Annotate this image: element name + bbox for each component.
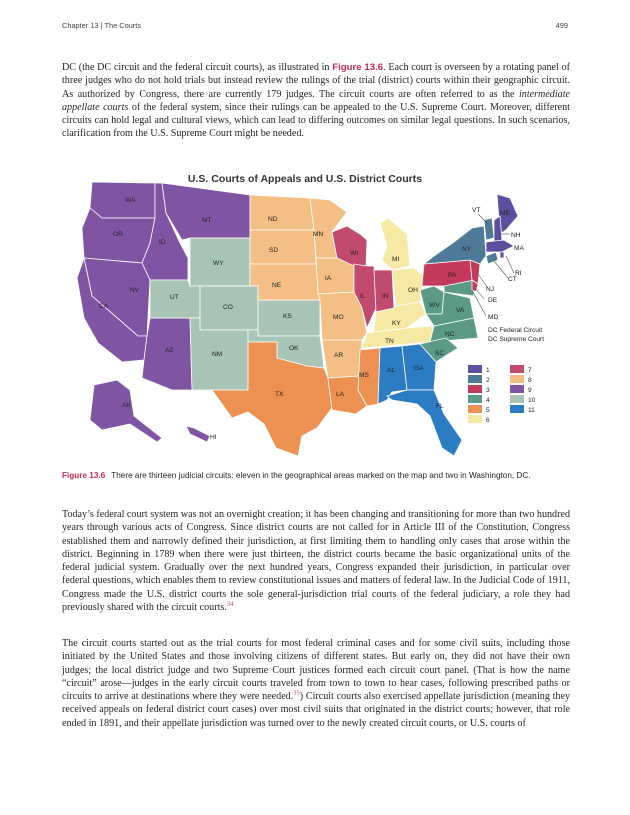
state-MT: [162, 183, 250, 240]
state-RI: [500, 252, 504, 258]
label-SC: SC: [435, 350, 445, 357]
label-VA: VA: [456, 307, 465, 314]
legend-swatch-10: [510, 395, 524, 403]
state-AZ: [142, 318, 192, 390]
text: DC (the DC circuit and the federal circuit courts), as illustrated in: [62, 62, 333, 73]
label-HI: HI: [210, 434, 217, 441]
legend-label-3: 3: [486, 387, 490, 394]
legend-label-1: 1: [486, 367, 490, 374]
figure-link[interactable]: Figure 13.6: [332, 62, 384, 73]
state-HI: [186, 426, 210, 442]
legend-swatch-1: [468, 365, 482, 373]
legend: [468, 365, 536, 424]
label-NV: NV: [130, 287, 140, 294]
state-ND: [250, 195, 314, 230]
label-KY: KY: [392, 320, 401, 327]
chapter-title: Chapter 13 | The Courts: [62, 21, 142, 30]
paragraph-3: [62, 637, 570, 730]
label-MO: MO: [333, 314, 344, 321]
state-WA: [90, 182, 155, 218]
legend-swatch-2: [468, 375, 482, 383]
label-OH: OH: [408, 287, 418, 294]
label-KS: KS: [283, 313, 292, 320]
label-TN: TN: [385, 338, 394, 345]
page-number: 499: [555, 21, 568, 30]
label-NM: NM: [212, 351, 223, 358]
label-FL: FL: [436, 403, 444, 410]
legend-swatch-11: [510, 405, 524, 413]
legend-label-8: 8: [528, 377, 532, 384]
legend-label-6: 6: [486, 417, 490, 424]
label-MT: MT: [202, 217, 212, 224]
label-OR: OR: [113, 231, 123, 238]
text: of the federal system, since their rulings can be appealed to the U.S. Supreme Court. Moreover, different circuits can hold legal and cultural views, which can lead to differing outcomes on similar legal questions. In such scenarios, clarification from the U.S. Supreme Court might be needed.: [62, 101, 570, 140]
legend-swatch-7: [510, 365, 524, 373]
legend-label-2: 2: [486, 377, 490, 384]
figure-caption: [62, 470, 570, 481]
label-MI: MI: [392, 256, 400, 263]
label-TX: TX: [275, 391, 284, 398]
label-MD: MD: [488, 314, 499, 321]
figure-map: [62, 168, 570, 468]
emphasis-term: intermediate appellate courts: [62, 88, 570, 113]
label-WI: WI: [350, 250, 359, 257]
label-IA: IA: [325, 275, 332, 282]
legend-swatch-6: [468, 415, 482, 423]
legend-label-5: 5: [486, 407, 490, 414]
legend-swatch-3: [468, 385, 482, 393]
caption-label: Figure 13.6: [62, 471, 106, 480]
label-NJ: NJ: [486, 286, 495, 293]
label-dc-federal-circuit: DC Federal Circuit: [488, 327, 543, 334]
label-UT: UT: [170, 294, 179, 301]
caption-text: There are thirteen judicial circuits: eleven in the geographical areas marked on the map and two in Washington, DC.: [111, 471, 531, 480]
label-WY: WY: [213, 260, 224, 267]
state-AR: [322, 340, 362, 378]
state-NE: [250, 264, 324, 300]
text: . Each court is overseen by a rotating panel of three judges who do not hold trials but instead review the rulings of the trial (district) courts within their geographic circuit. As authorized by Congress, there are currently 179 judges. The circuit courts are often referred to as the: [62, 62, 570, 100]
state-FL: [387, 390, 462, 456]
legend-swatch-5: [468, 405, 482, 413]
legend-swatch-8: [510, 375, 524, 383]
state-AK: [90, 380, 162, 442]
legend-label-10: 10: [528, 397, 536, 404]
label-ME: ME: [500, 210, 510, 217]
page-header: [62, 21, 570, 33]
text: Today’s federal court system was not an overnight creation; it has been changing and transitioning for more than two hundred years through various acts of Congress. Since district courts are not called for in Article III of the Constitution, Congress established them and narrowly defined their jurisdiction, at first limiting them to handling only cases that arose within the district. Beginning in 1789 when there were just thirteen, the district courts became the basic organizational units of the federal judicial system. Gradually over the next hundred years, Congress expanded their jurisdiction, in particular over federal questions, which enables them to review constitutional issues and matters of federal law. In the Judicial Code of 1911, Congress made the U.S. district courts the sole general-jurisdiction trial courts of the federal judiciary, a role they had previously shared with the circuit courts.: [62, 509, 570, 614]
label-CO: CO: [223, 304, 233, 311]
paragraph-1: [62, 61, 570, 141]
state-NY: [424, 226, 486, 264]
legend-label-11: 11: [528, 407, 535, 414]
label-dc-supreme-court: DC Supreme Court: [488, 336, 545, 343]
label-NY: NY: [462, 246, 472, 253]
label-NC: NC: [445, 331, 455, 338]
map-title: U.S. Courts of Appeals and U.S. District Courts: [187, 173, 423, 185]
paragraph-2: [62, 508, 570, 614]
label-MS: MS: [359, 372, 369, 379]
label-LA: LA: [336, 391, 345, 398]
label-OK: OK: [289, 345, 299, 352]
footnote-ref-34[interactable]: 34: [226, 600, 234, 608]
us-circuits-map: [62, 168, 570, 468]
label-WV: WV: [429, 302, 440, 309]
label-AZ: AZ: [165, 347, 174, 354]
footnote-ref-35[interactable]: 35: [293, 689, 300, 697]
legend-swatch-4: [468, 395, 482, 403]
legend-label-9: 9: [528, 387, 532, 394]
label-AK: AK: [122, 402, 131, 409]
label-GA: GA: [414, 365, 424, 372]
text: The circuit courts started out as the trial courts for most federal criminal cases and for some civil suits, including those initiated by the United States and those involving citizens of different states. But early on, they did not have their own judges; the local district judge and two Supreme Court justices formed each circuit court panel. (That is how the name “circuit” arose—judges in the early circuit courts traveled from town to town to hear cases, following prescribed paths or circuits to arrive at destinations where they were needed.: [62, 638, 570, 703]
label-IN: IN: [382, 293, 389, 300]
label-NH: NH: [511, 232, 521, 239]
label-CT: CT: [508, 276, 517, 283]
legend-label-4: 4: [486, 397, 490, 404]
label-VT: VT: [472, 207, 481, 214]
label-PA: PA: [448, 272, 457, 279]
label-ID: ID: [159, 239, 166, 246]
label-AR: AR: [334, 352, 344, 359]
label-ND: ND: [268, 216, 278, 223]
label-AL: AL: [387, 367, 396, 374]
label-RI: RI: [515, 270, 522, 277]
state-CT: [486, 252, 498, 264]
label-WA: WA: [125, 197, 136, 204]
label-MN: MN: [313, 231, 324, 238]
label-IL: IL: [360, 293, 366, 300]
state-IN: [374, 270, 394, 312]
legend-swatch-9: [510, 385, 524, 393]
state-SD: [250, 230, 316, 264]
label-NE: NE: [272, 282, 282, 289]
label-DE: DE: [488, 297, 498, 304]
label-SD: SD: [269, 247, 279, 254]
legend-label-7: 7: [528, 367, 532, 374]
label-CA: CA: [99, 303, 109, 310]
text: ) Circuit courts also exercised appellate jurisdiction (meaning they received appeals on federal district court cases) over most civil suits that originated in the district courts; however, that role ended in 1891, and their appellate jurisdiction was turned over to the newly created circuit courts, or U.S. courts of: [62, 691, 570, 729]
label-MA: MA: [514, 245, 524, 252]
